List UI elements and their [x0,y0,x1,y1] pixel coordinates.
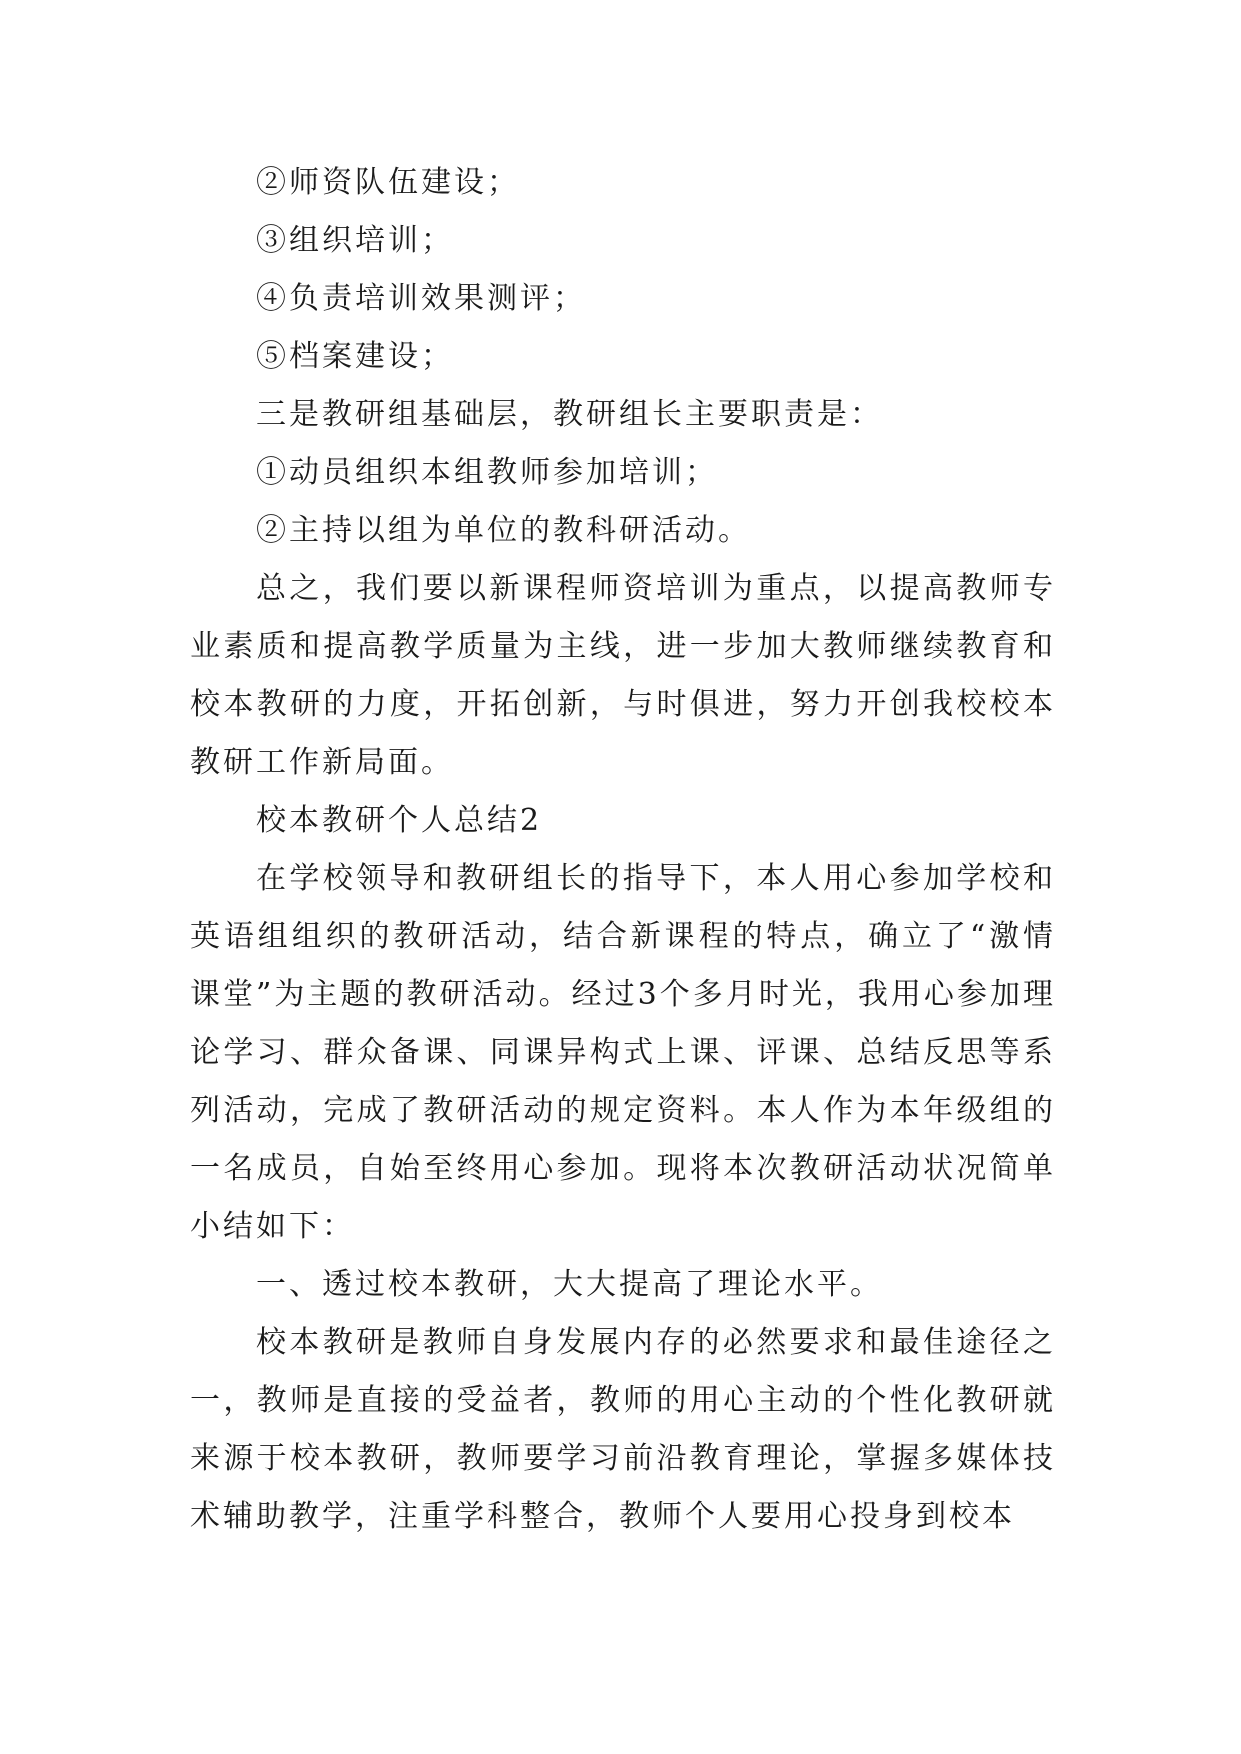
paragraph-host-activities: ②主持以组为单位的教科研活动。 [256,513,751,548]
paragraph-introduction: 在学校领导和教研组长的指导下，本人用心参加学校和英语组组织的教研活动，结合新课程的特点，确立了“激情课堂”为主题的教研活动。经过3个多月时光，我用心参加理论学习、群众备课、同课异构式上课、评课、总结反思等系列活动，完成了教研活动的规定资料。本人作为本年级组的一名成员，自始至终用心参加。现将本次教研活动状况简单小结如下： [190,861,1056,1244]
paragraph-point-one: 一、透过校本教研，大大提高了理论水平。 [256,1267,883,1302]
paragraph-organize-training: ③组织培训； [256,223,454,258]
document-body [190,154,1056,1546]
paragraph-school-research: 校本教研是教师自身发展内存的必然要求和最佳途径之一，教师是直接的受益者，教师的用心主动的个性化教研就来源于校本教研，教师要学习前沿教育理论，掌握多媒体技术辅助教学，注重学科整合，教师个人要用心投身到校本 [190,1325,1056,1534]
section-heading: 校本教研个人总结2 [256,803,543,838]
paragraph-mobilize-teachers: ①动员组织本组教师参加培训； [256,455,718,490]
paragraph-teacher-team: ②师资队伍建设； [256,165,520,200]
paragraph-archive: ⑤档案建设； [256,339,454,374]
paragraph-training-evaluation: ④负责培训效果测评； [256,281,586,316]
paragraph-conclusion: 总之，我们要以新课程师资培训为重点，以提高教师专业素质和提高教学质量为主线，进一步加大教师继续教育和校本教研的力度，开拓创新，与时俱进，努力开创我校校本教研工作新局面。 [190,571,1056,780]
paragraph-group-level: 三是教研组基础层，教研组长主要职责是： [256,397,883,432]
